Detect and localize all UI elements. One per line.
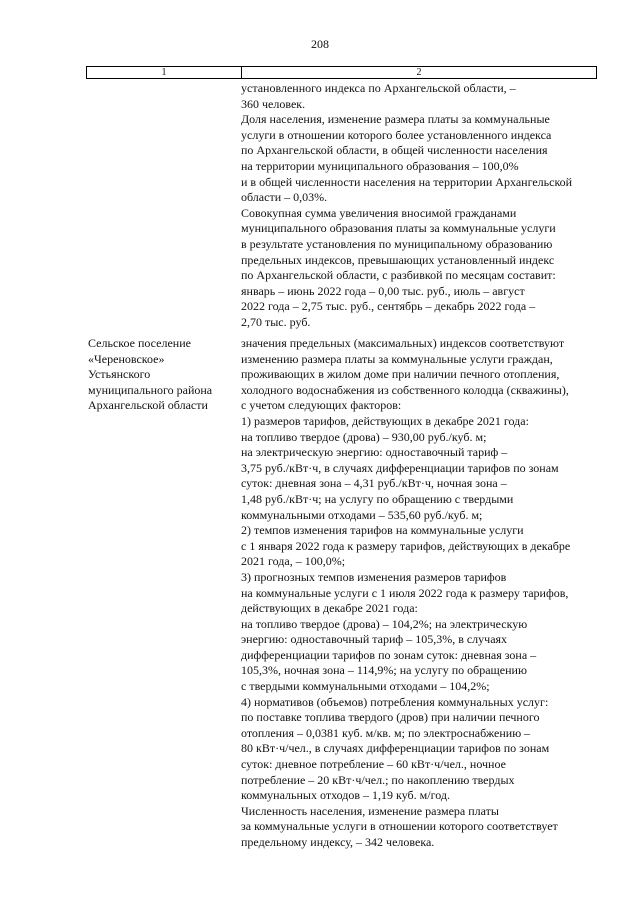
settlement-text-line: на топливо твердое (дрова) – 930,00 руб./куб. м;: [241, 429, 487, 444]
continuation-line: и в общей численности населения на территории Архангельской: [241, 174, 573, 189]
continuation-line: предельных индексов, превышающих установленный индекс: [241, 252, 555, 267]
settlement-name-line: Архангельской области: [88, 398, 208, 413]
continuation-line: 2022 года – 2,75 тыс. руб., сентябрь – декабрь 2022 года –: [241, 299, 536, 314]
table-header-col-2: 2: [416, 67, 422, 78]
settlement-text-line: коммунальными отходами – 535,60 руб./куб. м;: [241, 507, 483, 522]
continuation-line: Совокупная сумма увеличения вносимой гражданами: [241, 205, 517, 220]
settlement-text-line: предельному индексу, – 342 человека.: [241, 835, 435, 849]
settlement-name-line: муниципального района: [88, 382, 213, 397]
continuation-line: услуги в отношении которого более установленного индекса: [241, 127, 552, 142]
table-header-row: [86, 66, 597, 79]
settlement-text-line: 1,48 руб./кВт·ч; на услугу по обращению с твердыми: [241, 491, 514, 506]
settlement-text-line: 2) темпов изменения тарифов на коммунальные услуги: [241, 523, 524, 538]
continuation-line: 2,70 тыс. руб.: [241, 314, 311, 329]
settlement-description-cell: [241, 336, 570, 851]
settlement-text-line: с учетом следующих факторов:: [241, 398, 402, 413]
settlement-text-line: 1) размеров тарифов, действующих в декабре 2021 года:: [241, 413, 529, 428]
table-header-col-1: 1: [87, 67, 242, 78]
continuation-text: [241, 81, 572, 331]
settlement-text-line: холодного водоснабжения из собственного колодца (скважины),: [241, 382, 569, 397]
continuation-line: в результате установления по муниципальному образованию: [241, 236, 553, 251]
settlement-text-line: изменению размера платы за коммунальные услуги граждан,: [241, 351, 553, 366]
continuation-line: на территории муниципального образования – 100,0%: [241, 158, 519, 173]
continuation-line: области – 0,03%.: [241, 190, 328, 205]
settlement-text-line: с твердыми коммунальными отходами – 104,2%;: [241, 679, 490, 694]
continuation-line: по Архангельской области, с разбивкой по месяцам составит:: [241, 268, 556, 283]
settlement-text-line: на топливо твердое (дрова) – 104,2%; на электрическую: [241, 616, 528, 631]
continuation-line: январь – июнь 2022 года – 0,00 тыс. руб., июль – август: [241, 283, 525, 298]
continuation-line: по Архангельской области, в общей численности населения: [241, 143, 548, 158]
settlement-text-line: Численность населения, изменение размера платы: [241, 803, 499, 818]
settlement-name-line: Устьянского: [88, 367, 151, 382]
continuation-line: муниципального образования платы за коммунальные услуги: [241, 221, 556, 236]
settlement-name-cell: [88, 336, 212, 414]
settlement-text-line: за коммунальные услуги в отношении которого соответствует: [241, 819, 558, 834]
page-number: 208: [311, 37, 329, 51]
settlement-text-line: энергию: одноставочный тариф – 105,3%, в случаях: [241, 632, 508, 647]
settlement-text-line: дифференциации тарифов по зонам суток: дневная зона –: [241, 647, 537, 662]
settlement-text-line: 4) нормативов (объемов) потребления коммунальных услуг:: [241, 694, 549, 709]
settlement-text-line: проживающих в жилом доме при наличии печного отопления,: [241, 367, 560, 382]
settlement-text-line: отопления – 0,0381 куб. м/кв. м; по электроснабжению –: [241, 725, 531, 740]
settlement-text-line: по поставке топлива твердого (дров) при наличии печного: [241, 710, 540, 725]
settlement-text-line: 3,75 руб./кВт·ч, в случаях дифференциации тарифов по зонам: [241, 460, 559, 475]
settlement-text-line: суток: дневное потребление – 60 кВт·ч/чел., ночное: [241, 757, 506, 772]
settlement-text-line: потребление – 20 кВт·ч/чел.; по накоплению твердых: [241, 772, 515, 787]
settlement-name-line: «Череновское»: [88, 351, 165, 366]
settlement-text-line: значения предельных (максимальных) индексов соответствуют: [241, 336, 565, 350]
settlement-text-line: на электрическую энергию: одноставочный тариф –: [241, 445, 508, 460]
settlement-name-line: Сельское поселение: [88, 336, 191, 350]
settlement-text-line: на коммунальные услуги с 1 июля 2022 года к размеру тарифов,: [241, 585, 569, 600]
settlement-text-line: 2021 года, – 100,0%;: [241, 554, 346, 569]
settlement-text-line: 105,3%, ночная зона – 114,9%; на услугу по обращению: [241, 663, 527, 678]
settlement-text-line: коммунальных отходов – 1,19 куб. м/год.: [241, 788, 450, 803]
settlement-text-line: действующих в декабре 2021 года:: [241, 601, 418, 616]
settlement-text-line: 80 кВт·ч/чел., в случаях дифференциации тарифов по зонам: [241, 741, 550, 756]
settlement-text-line: с 1 января 2022 года к размеру тарифов, действующих в декабре: [241, 538, 571, 553]
continuation-line: установленного индекса по Архангельской области, –: [241, 81, 516, 95]
settlement-text-line: 3) прогнозных темпов изменения размеров тарифов: [241, 569, 507, 584]
continuation-line: 360 человек.: [241, 96, 306, 111]
settlement-text-line: суток: дневная зона – 4,31 руб./кВт·ч, ночная зона –: [241, 476, 507, 491]
continuation-line: Доля населения, изменение размера платы за коммунальные: [241, 112, 550, 127]
